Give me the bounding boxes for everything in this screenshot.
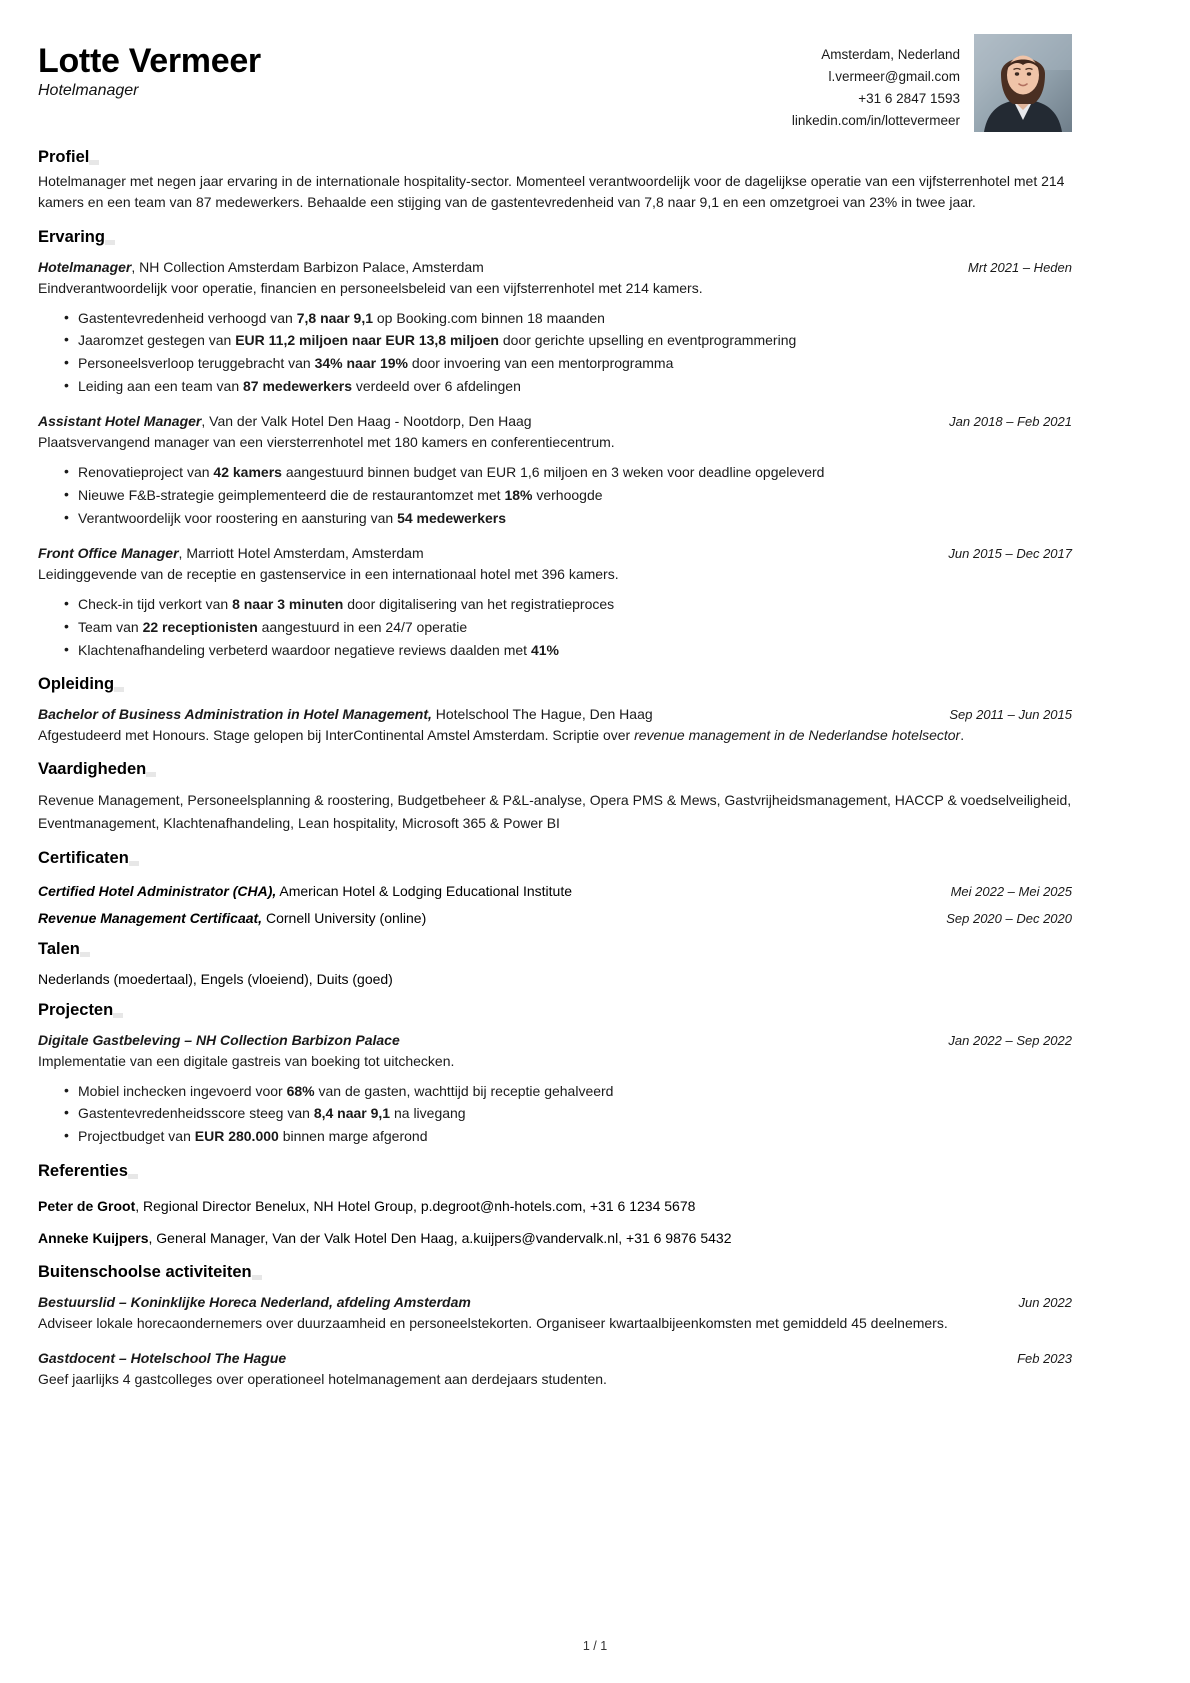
section-heading-certificates: Certificaten	[38, 848, 129, 867]
section-heading-profile: Profiel	[38, 148, 90, 166]
contact-wrap	[792, 34, 1072, 132]
certificates-list	[38, 883, 1072, 926]
bullet-item: • Mobiel inchecken ingevoerd voor 68% van de gasten, wachttijd bij receptie gehalveerd	[64, 1080, 1072, 1103]
bullet-item: • Personeelsverloop teruggebracht van 34% naar 19% door invoering van een mentorprogramma	[64, 352, 1072, 375]
page-title: Lotte Vermeer	[38, 42, 261, 80]
section-skills	[38, 760, 1072, 834]
entry-bullets	[38, 461, 1072, 529]
entry-head	[38, 1348, 1072, 1369]
entry-bullets	[38, 1080, 1072, 1148]
bullet-item: • Klachtenafhandeling verbeterd waardoor negatieve reviews daalden met 41%	[64, 639, 1072, 662]
entry-head	[38, 543, 1072, 564]
section-heading-projects: Projecten	[38, 1000, 114, 1019]
entry-summary: Geef jaarlijks 4 gastcolleges over operationeel hotelmanagement aan derdejaars studenten.	[38, 1370, 607, 1387]
entry-summary: Leidinggevende van de receptie en gastenservice in een internationaal hotel met 396 kamers.	[38, 566, 619, 583]
section-heading-experience: Ervaring	[38, 227, 105, 246]
entry-date: Mrt 2021 – Heden	[967, 259, 1072, 275]
portrait-photo-icon	[974, 34, 1072, 132]
bullet-item: • Check-in tijd verkort van 8 naar 3 minuten door digitalisering van het registratieproces	[64, 593, 1072, 616]
entry-summary: Eindverantwoordelijk voor operatie, financien en personeelsbeleid van een vijfsterrenhotel met 214 kamers.	[38, 279, 703, 296]
entry	[38, 543, 1072, 661]
entry-title: Bestuurslid – Koninklijke Horeca Nederland, afdeling Amsterdam	[38, 1293, 471, 1310]
bullet-item: • Projectbudget van EUR 280.000 binnen marge afgerond	[64, 1125, 1072, 1148]
bullet-item: • Renovatieproject van 42 kamers aangestuurd binnen budget van EUR 1,6 miljoen en 3 weken voor deadline opgeleverd	[64, 461, 1072, 484]
job-title: Hotelmanager	[38, 81, 139, 99]
entry-date: Jun 2022	[1018, 1294, 1072, 1310]
bullet-item: • Nieuwe F&B-strategie geimplementeerd die de restaurantomzet met 18% verhoogde	[64, 484, 1072, 507]
reference-row: Anneke Kuijpers, General Manager, Van der Valk Hotel Den Haag, a.kuijpers@vandervalk.nl, +31 6 9876 5432	[38, 1229, 732, 1246]
contact-phone: +31 6 2847 1593	[858, 90, 960, 106]
section-heading-languages: Talen	[38, 939, 80, 958]
certificate-name: Certified Hotel Administrator (CHA), American Hotel & Lodging Educational Institute	[38, 882, 573, 899]
contact-location: Amsterdam, Nederland	[821, 47, 960, 62]
section-heading-extracurricular: Buitenschoolse activiteiten	[38, 1262, 252, 1281]
education-list	[38, 704, 1072, 746]
reference-row: Peter de Groot, Regional Director Benelux, NH Hotel Group, p.degroot@nh-hotels.com, +31 6 1234 5678	[38, 1197, 696, 1214]
entry-head	[38, 1030, 1072, 1051]
bullet-item: • Gastentevredenheidsscore steeg van 8,4 naar 9,1 na livegang	[64, 1102, 1072, 1125]
page-indicator: 1 / 1	[582, 1639, 608, 1653]
entry-head	[38, 704, 1072, 725]
section-heading-education: Opleiding	[38, 675, 115, 694]
certificate-row	[38, 883, 1072, 899]
certificate-date: Mei 2022 – Mei 2025	[950, 883, 1072, 899]
skills-text: Revenue Management, Personeelsplanning & roostering, Budgetbeheer & P&L-analyse, Opera PMS & Mews, Gastvrijheidsmanagement, HACCP & voedselveiligheid, Eventmanagement, Klachtenafhandeling, Lean hospitality, Microsoft 365 & Power BI	[38, 792, 1072, 831]
bullet-item: • Jaaromzet gestegen van EUR 11,2 miljoen naar EUR 13,8 miljoen door gerichte upselling en eventprogrammering	[64, 329, 1072, 352]
entry	[38, 411, 1072, 529]
experience-list	[38, 257, 1072, 662]
avatar	[974, 34, 1072, 132]
entry	[38, 704, 1072, 746]
entry-title: Digitale Gastbeleving – NH Collection Barbizon Palace	[38, 1031, 400, 1048]
section-languages	[38, 940, 1072, 987]
references-list	[38, 1196, 1072, 1249]
entry	[38, 1292, 1072, 1334]
section-certificates	[38, 849, 1072, 926]
contact-block	[792, 34, 960, 131]
entry-head	[38, 1292, 1072, 1313]
section-extracurricular	[38, 1263, 1072, 1390]
entry-bullets	[38, 307, 1072, 398]
name-block	[38, 34, 261, 100]
entry-date: Feb 2023	[1017, 1350, 1072, 1366]
bullet-item: • Verantwoordelijk voor roostering en aansturing van 54 medewerkers	[64, 507, 1072, 530]
entry-date: Sep 2011 – Jun 2015	[949, 707, 1072, 723]
contact-linkedin[interactable]: linkedin.com/in/lottevermeer	[791, 112, 960, 128]
resume-header	[38, 34, 1072, 132]
section-heading-references: Referenties	[38, 1161, 128, 1180]
entry-summary: Afgestudeerd met Honours. Stage gelopen bij InterContinental Amstel Amsterdam. Scriptie over revenue management in de Nederlandse hotelsector.	[38, 727, 965, 744]
entry-title: Assistant Hotel Manager, Van der Valk Hotel Den Haag - Nootdorp, Den Haag	[38, 413, 532, 430]
section-experience	[38, 228, 1072, 662]
contact-email[interactable]: l.vermeer@gmail.com	[828, 68, 960, 84]
entry-title: Front Office Manager, Marriott Hotel Amsterdam, Amsterdam	[38, 545, 424, 562]
section-heading-skills: Vaardigheden	[38, 760, 147, 779]
certificate-name: Revenue Management Certificaat, Cornell University (online)	[38, 909, 427, 926]
entry-date: Jun 2015 – Dec 2017	[948, 546, 1072, 562]
entry	[38, 257, 1072, 398]
page-footer	[0, 1639, 1190, 1653]
entry-title: Bachelor of Business Administration in Hotel Management, Hotelschool The Hague, Den Haag	[38, 706, 653, 723]
entry-summary: Adviseer lokale horecaondernemers over duurzaamheid en personeelstekorten. Organiseer kwartaalbijeenkomsten met gemiddeld 45 deelnemers.	[38, 1314, 948, 1331]
profile-text: Hotelmanager met negen jaar ervaring in de internationale hospitality-sector. Momenteel verantwoordelijk voor de dagelijkse operatie van een vijfsterrenhotel met 214 kamers en een team van 87 medewerkers. Behaalde een stijging van de gastentevredenheid van 7,8 naar 9,1 en een omzetgroei van 23% in twee jaar.	[38, 173, 1065, 211]
section-references	[38, 1162, 1072, 1249]
languages-text: Nederlands (moedertaal), Engels (vloeiend), Duits (goed)	[38, 970, 393, 987]
entry	[38, 1030, 1072, 1148]
certificate-date: Sep 2020 – Dec 2020	[946, 910, 1072, 926]
certificate-row	[38, 910, 1072, 926]
entry-date: Jan 2022 – Sep 2022	[948, 1032, 1072, 1048]
entry-summary: Plaatsvervangend manager van een viersterrenhotel met 180 kamers en conferentiecentrum.	[38, 434, 615, 451]
extracurricular-list	[38, 1292, 1072, 1390]
entry-date: Jan 2018 – Feb 2021	[949, 414, 1072, 430]
entry-head	[38, 257, 1072, 278]
section-education	[38, 675, 1072, 746]
bullet-item: • Leiding aan een team van 87 medewerkers verdeeld over 6 afdelingen	[64, 375, 1072, 398]
entry-title: Gastdocent – Hotelschool The Hague	[38, 1349, 287, 1366]
entry-summary: Implementatie van een digitale gastreis van boeking tot uitchecken.	[38, 1052, 455, 1069]
bullet-item: • Gastentevredenheid verhoogd van 7,8 naar 9,1 op Booking.com binnen 18 maanden	[64, 307, 1072, 330]
entry-bullets	[38, 593, 1072, 661]
bullet-item: • Team van 22 receptionisten aangestuurd in een 24/7 operatie	[64, 616, 1072, 639]
entry	[38, 1348, 1072, 1390]
entry-title: Hotelmanager, NH Collection Amsterdam Barbizon Palace, Amsterdam	[38, 258, 484, 275]
section-profile	[38, 148, 1072, 214]
section-projects	[38, 1001, 1072, 1148]
projects-list	[38, 1030, 1072, 1148]
entry-head	[38, 411, 1072, 432]
